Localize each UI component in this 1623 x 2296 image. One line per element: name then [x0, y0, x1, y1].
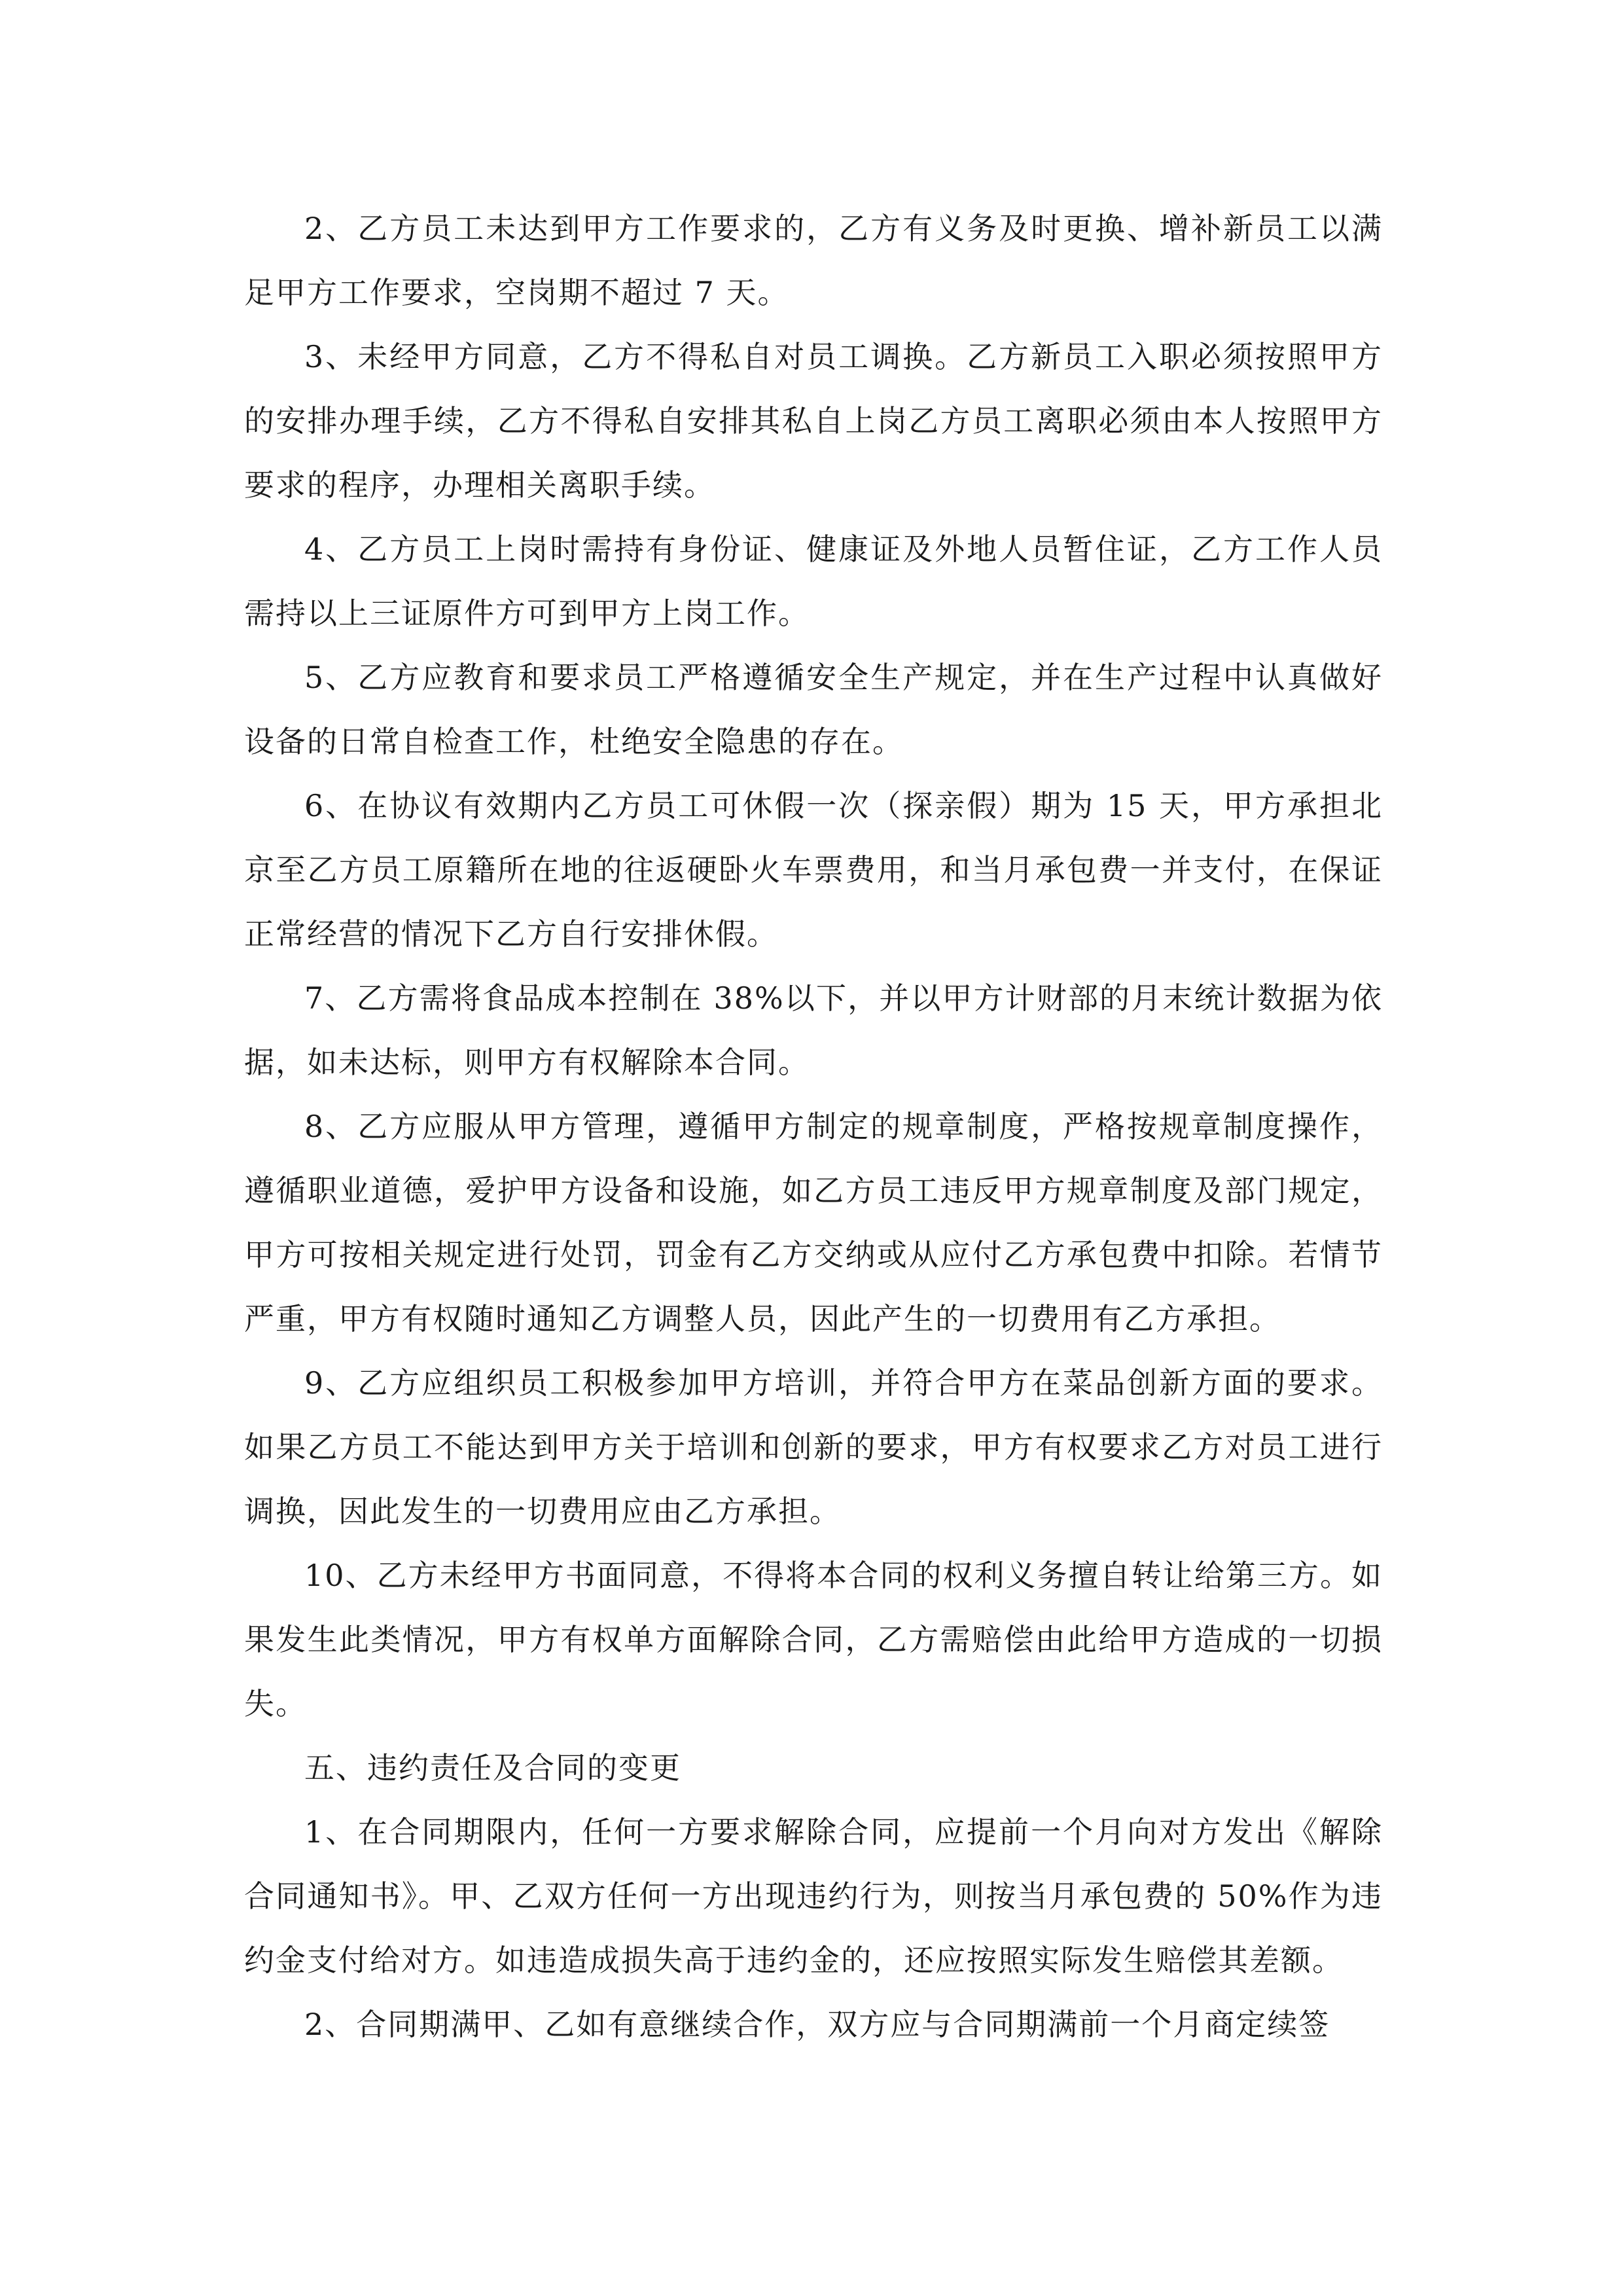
document-body [244, 196, 1383, 2056]
paragraph-clause-9: 9、乙方应组织员工积极参加甲方培训，并符合甲方在菜品创新方面的要求。如果乙方员工不能达到甲方关于培训和创新的要求，甲方有权要求乙方对员工进行调换，因此发生的一切费用应由乙方承担。 [244, 1365, 1383, 1529]
paragraph-clause-7: 7、乙方需将食品成本控制在 38%以下，并以甲方计财部的月末统计数据为依据，如未达标，则甲方有权解除本合同。 [244, 980, 1383, 1080]
paragraph-clause-10: 10、乙方未经甲方书面同意，不得将本合同的权利义务擅自转让给第三方。如果发生此类情况，甲方有权单方面解除合同，乙方需赔偿由此给甲方造成的一切损失。 [244, 1558, 1383, 1721]
paragraph-clause-4: 4、乙方员工上岗时需持有身份证、健康证及外地人员暂住证，乙方工作人员需持以上三证原件方可到甲方上岗工作。 [244, 531, 1383, 631]
paragraph-clause-8: 8、乙方应服从甲方管理，遵循甲方制定的规章制度，严格按规章制度操作，遵循职业道德，爱护甲方设备和设施，如乙方员工违反甲方规章制度及部门规定，甲方可按相关规定进行处罚，罚金有乙方交纳或从应付乙方承包费中扣除。若情节严重，甲方有权随时通知乙方调整人员，因此产生的一切费用有乙方承担。 [244, 1109, 1383, 1336]
paragraph-clause-6: 6、在协议有效期内乙方员工可休假一次（探亲假）期为 15 天，甲方承担北京至乙方员工原籍所在地的往返硬卧火车票费用，和当月承包费一并支付，在保证正常经营的情况下乙方自行安排休假。 [244, 788, 1383, 952]
paragraph-breach-clause-2: 2、合同期满甲、乙如有意继续合作，双方应与合同期满前一个月商定续签 [304, 2007, 1330, 2042]
paragraph-clause-5: 5、乙方应教育和要求员工严格遵循安全生产规定，并在生产过程中认真做好设备的日常自检查工作，杜绝安全隐患的存在。 [244, 660, 1383, 759]
section-heading-5: 五、违约责任及合同的变更 [304, 1750, 681, 1785]
paragraph-clause-3: 3、未经甲方同意，乙方不得私自对员工调换。乙方新员工入职必须按照甲方的安排办理手续，乙方不得私自安排其私自上岗乙方员工离职必须由本人按照甲方要求的程序，办理相关离职手续。 [244, 339, 1383, 503]
paragraph-clause-2: 2、乙方员工未达到甲方工作要求的，乙方有义务及时更换、增补新员工以满足甲方工作要求，空岗期不超过 7 天。 [244, 211, 1383, 310]
paragraph-breach-clause-1: 1、在合同期限内，任何一方要求解除合同，应提前一个月向对方发出《解除合同通知书》。甲、乙双方任何一方出现违约行为，则按当月承包费的 50%作为违约金支付给对方。如违造成损失高于违约金的，还应按照实际发生赔偿其差额。 [244, 1814, 1383, 1978]
